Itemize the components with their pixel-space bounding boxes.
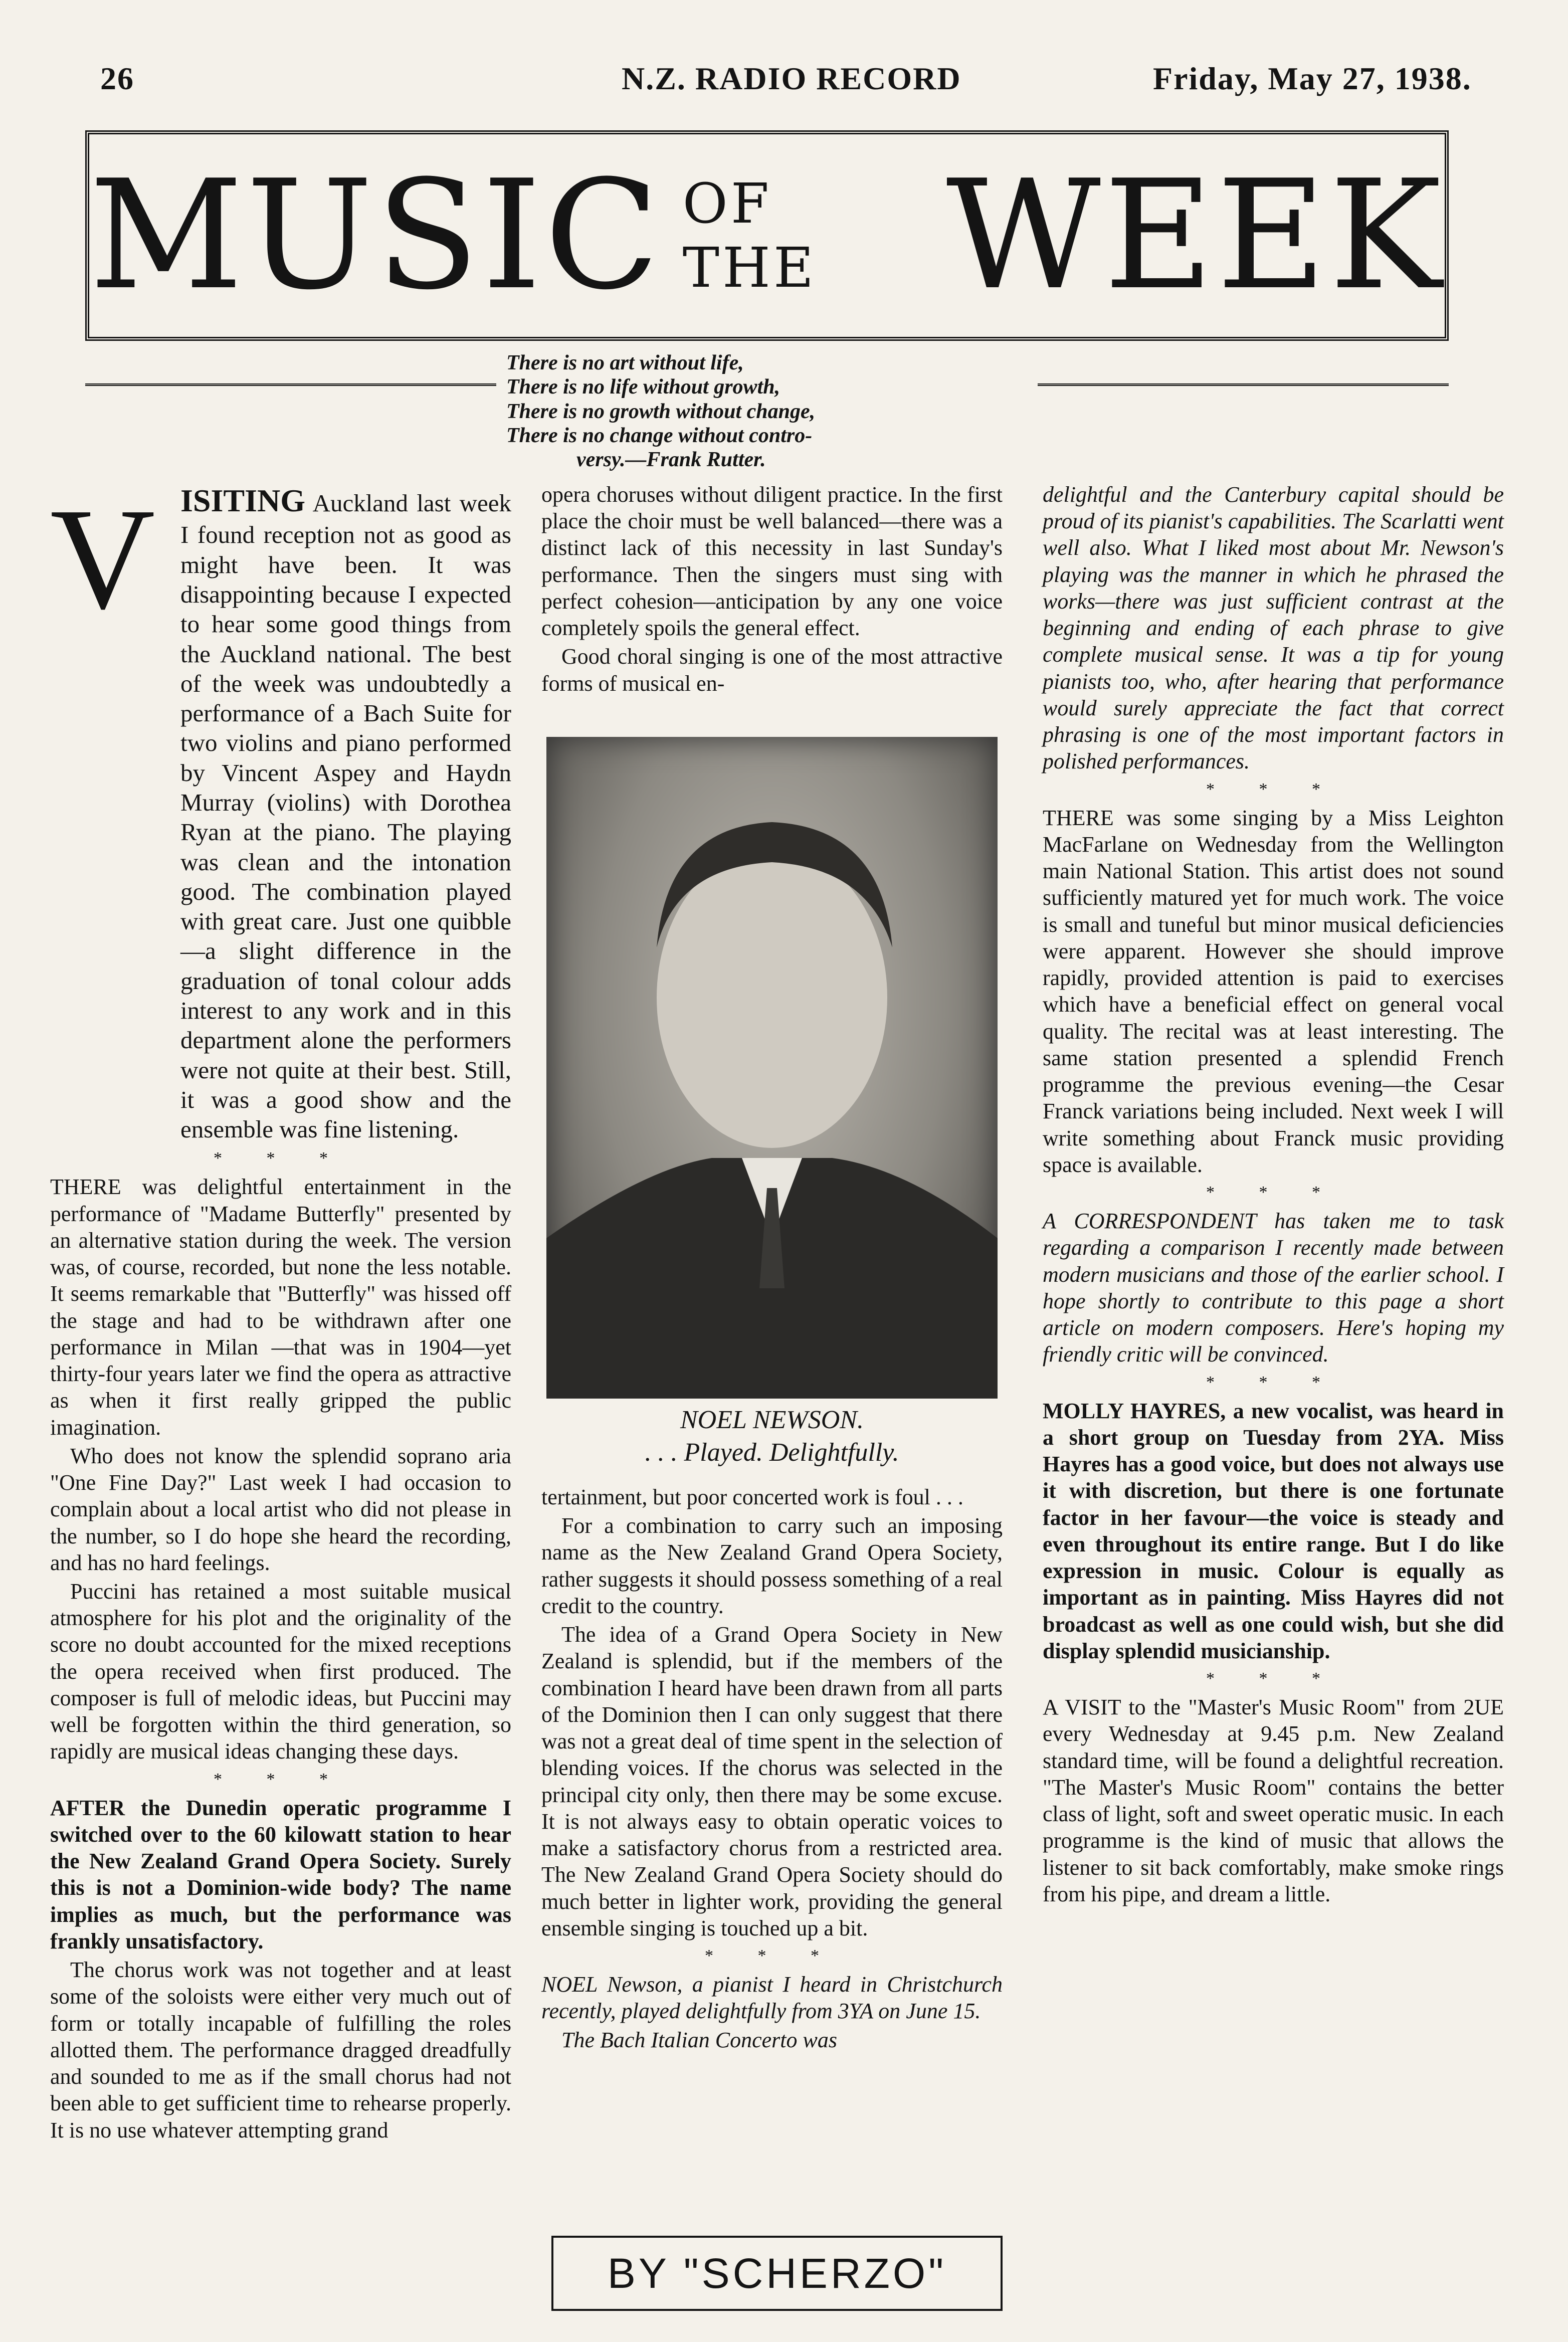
section-separator: * * * (214, 1770, 348, 1789)
portrait-photo (546, 737, 998, 1399)
article-paragraph: Good choral singing is one of the most attractive forms of musical en- (541, 644, 1003, 696)
portrait-face (657, 847, 887, 1148)
article-paragraph: The idea of a Grand Opera Society in New Zealand is splendid, but if the members of the combination I heard have been drawn from all parts of the Dominion then I can only suggest that there was not a great deal of time spent in the selection of blending voices. If the chorus was selected in the principal city only, then there may be some excuse. It is not always easy to obtain operatic voices to make a satisfactory chorus from a restricted area. The New Zealand Grand Opera Society should do much better in lighter work, providing the general ensemble singing is touched up a bit. (541, 1622, 1003, 1940)
masthead (85, 130, 1449, 341)
caption-subtitle: . . . Played. Delightfully. (645, 1438, 899, 1467)
article-paragraph: THERE was some singing by a Miss Leighton MacFarlane on Wednesday from the Wellington main National Station. This artist does not sound sufficiently matured yet for much work. The voice is small and tuneful but minor musical deficiencies were apparent. However she should improve rapidly, provided attention is paid to exercises which have a beneficial effect on general vocal quality. The recital was at least interesting. The same station presented a splendid French programme the previous evening—the Cesar Franck variations being included. Next week I will write something about Franck music providing space is available. (1043, 805, 1504, 1177)
drop-cap: V (50, 478, 155, 639)
motto-line: There is no art without life, (506, 351, 744, 374)
portrait-figure (546, 737, 998, 1399)
article-paragraph: THERE was delightful entertainment in the performance of "Madame Butterfly" presented by an alternative station during the week. The version was, of course, recorded, but none the less notable. It seems remarkable that "Butterfly" was hissed off the stage and had to be withdrawn after one performance in Milan —that was in 1904—yet thirty-four years later we find the opera as attractive as when it first really gripped the public imagination. (50, 1175, 511, 1440)
section-separator: * * * (1206, 1669, 1340, 1688)
author-byline: BY "SCHERZO" (551, 2236, 1003, 2311)
article-paragraph (50, 478, 511, 1144)
masthead-week: WEEK (946, 148, 1445, 323)
motto-line: There is no change without contro- (506, 424, 813, 447)
photo-caption (546, 1404, 998, 1469)
lead-word: ISITING (180, 483, 305, 518)
masthead-music: MUSIC (89, 148, 663, 323)
article-paragraph: AFTER the Dunedin operatic programme I switched over to the 60 kilowatt station to hear the New Zealand Grand Opera Society. Surely this is not a Dominion-wide body? The name implies as much, but the performance was frankly unsatisfactory. (50, 1795, 511, 1954)
issue-date: Friday, May 27, 1938. (1153, 61, 1472, 96)
motto-line: There is no growth without change, (506, 400, 816, 423)
motto-rule-left (85, 383, 496, 386)
article-paragraph: tertainment, but poor concerted work is foul . . . (541, 1485, 963, 1509)
motto-quote (506, 351, 1023, 472)
publication-name: N.Z. RADIO RECORD (622, 61, 961, 96)
article-paragraph: The chorus work was not together and at least some of the soloists were either very much out of form or totally incapable of fulfilling the roles allotted them. The performance dragged dreadfully and sounded to me as if the small chorus had not been able to get sufficient time to rehearse properly. It is no use whatever attempting grand (50, 1958, 511, 2142)
caption-name: NOEL NEWSON. (680, 1406, 864, 1434)
article-paragraph: For a combination to carry such an imposing name as the New Zealand Grand Opera Society, rather suggests it should possess something of a real credit to the country. (541, 1513, 1003, 1618)
article-paragraph: opera choruses without diligent practice. In the first place the choir must be well balanced—there was a distinct lack of this necessity in last Sunday's performance. Then the singers must sing with perfect cohesion—anticipation by any one voice completely spoils the general effect. (541, 482, 1003, 641)
motto-line: There is no life without growth, (506, 375, 780, 399)
section-separator: * * * (1206, 779, 1340, 799)
masthead-of-the: OF THE (682, 171, 817, 300)
article-paragraph: MOLLY HAYRES, a new vocalist, was heard in a short group on Tuesday from 2YA. Miss Hayres has a good voice, but does not always use it with discretion, but there is one fortunate factor in her favour—the voice is steady and even throughout its entire range. But I do like expression in music. Colour is equally as important as in painting. Miss Hayres did not broadcast as well as one could wish, but she did display splendid musicianship. (1043, 1398, 1504, 1663)
section-separator: * * * (1206, 1183, 1340, 1202)
section-separator: * * * (705, 1946, 839, 1965)
article-paragraph: Who does not know the splendid soprano aria "One Fine Day?" Last week I had occasion to complain about a local artist who did not please in the number, so I do hope she heard the recording, and has no hard feelings. (50, 1443, 511, 1575)
article-paragraph: NOEL Newson, a pianist I heard in Christchurch recently, played delightfully from 3YA on June 15. (541, 1972, 1003, 2024)
column-2-bottom (541, 1484, 1003, 2055)
article-paragraph: A CORRESPONDENT has taken me to task regarding a comparison I recently made between modern musicians and those of the earlier school. I hope shortly to contribute to this page a short article on modern composers. Here's hoping my friendly critic will be convinced. (1043, 1209, 1504, 1367)
article-paragraph: delightful and the Canterbury capital should be proud of its pianist's capabilities. The Scarlatti went well also. What I liked most about Mr. Newson's playing was the manner in which he phrased the works—there was just sufficient contrast at the beginning and ending of each phrase to give complete musical sense. It was a tip for young pianists too, who, after hearing that performance would surely appreciate the fact that correct phrasing is one of the most important factors in polished performances. (1043, 482, 1504, 774)
section-separator: * * * (1206, 1373, 1340, 1392)
page-number: 26 (100, 61, 134, 96)
article-paragraph: The Bach Italian Concerto was (561, 2027, 837, 2052)
article-text: Auckland last week I found reception not as good as might have been. It was disappointing because I expected to hear some good things from the Auckland national. The best of the week was undoubtedly a performance of a Bach Suite for two violins and piano performed by Vincent Aspey and Haydn Murray (violins) with Dorothea Ryan at the piano. The playing was clean and the intonation good. The combination played with great care. Just one quibble—a slight difference in the graduation of tonal colour adds interest to any work and in this department alone the performers were not quite at their best. Still, it was a good show and the ensemble was fine listening. (180, 489, 511, 1143)
column-3 (1043, 481, 1504, 1909)
column-2-top (541, 481, 1003, 699)
column-1 (50, 478, 511, 2145)
section-separator: * * * (214, 1149, 348, 1168)
article-paragraph: A VISIT to the "Master's Music Room" from 2UE every Wednesday at 9.45 p.m. New Zealand standard time, will be found a delightful recreation. "The Master's Music Room" contains the better class of light, soft and sweet operatic music. In each programme is the kind of music that allows the listener to sit back comfortably, make smoke rings from his pipe, and dream a little. (1043, 1695, 1504, 1906)
motto-rule-right (1038, 383, 1449, 386)
article-paragraph: Puccini has retained a most suitable musical atmosphere for his plot and the originality of the score no doubt accounted for the mixed receptions the opera received when first produced. The composer is full of melodic ideas, but Puccini may well be forgotten within the third generation, so rapidly are musical ideas changing these days. (50, 1579, 511, 1764)
motto-line: versy.—Frank Rutter. (576, 448, 766, 472)
